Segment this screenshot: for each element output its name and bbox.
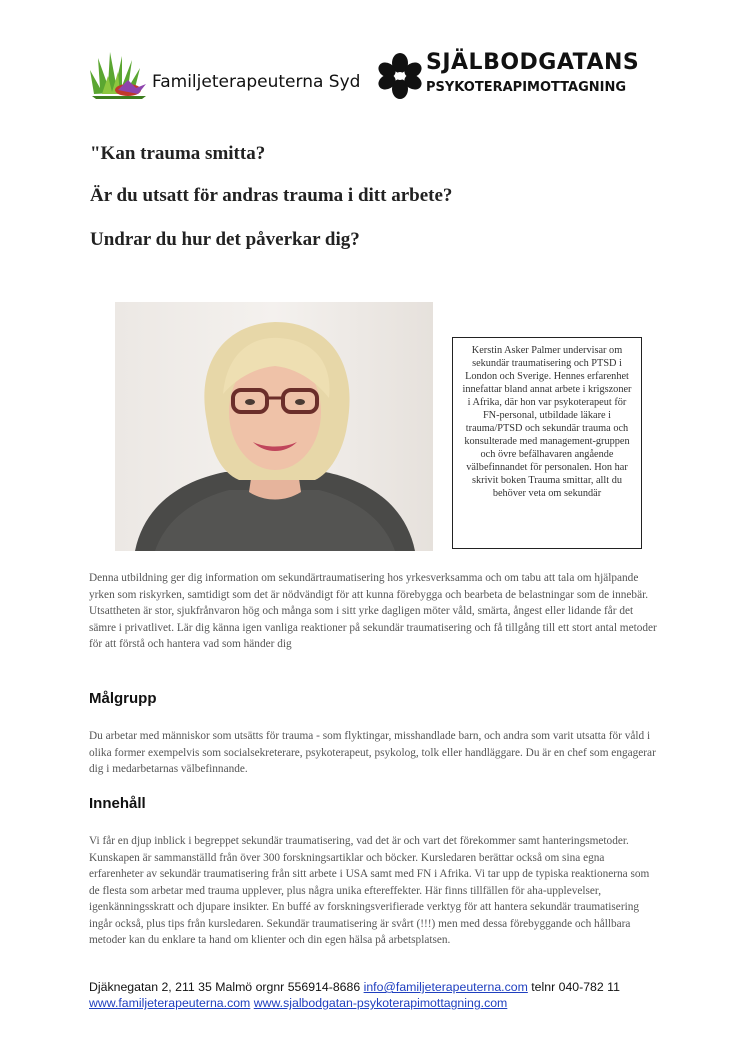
logo-title: SJÄLBODGATANS: [426, 50, 640, 75]
section-body-content: Vi får en djup inblick i begreppet sekundär traumatisering, vad det är och vart det förekommer samt hanteringsmetoder. Kunskapen är sammanställd från över 300 forskningsartiklar och böcker. Kursledaren berättar också om sina egna erfarenheter av sekundär traumatisering från sitt arbete i USA samt med FN i Afrika. Vi tar upp de typiska reaktionerna som de flesta som arbetar med trauma upplever, plus några unika eftereffekter. Här finns tillfällen för aha-upplevelser, igenkänningsskratt och djupare insikter. En buffé av forskningsverifierade verktyg för att hantera sekundär traumatisering ingår också, plus tips från kursledaren. Sekundär traumatisering är svårt (!!!) men med dessa förebyggande och hållbara metoder kan du enklare ta hand om klienter och din egen hälsa på arbetsplatsen.: [89, 835, 650, 946]
section-body-target: Du arbetar med människor som utsätts för trauma - som flyktingar, misshandlade barn, och andra som varit utsatta för våld i olika former exempelvis som socialsekreterare, psykoterapeut, psykolog, tolk eller handläggare. Du är en chef som engagerar dig i medarbetarnas välbefinnande.: [89, 730, 656, 775]
intro-paragraph: Denna utbildning ger dig information om sekundärtraumatisering hos yrkesverksamma och om tabu att tala om hjälpande yrken som riskyrken, samtidigt som det är nödvändigt för att kunna förebygga och bearbeta de belastningar som de innebär. Utsattheten är stor, sjukfrånvaron hög och många som i sitt yrke dagligen möter våld, smärta, ångest eller lidande får det sämre i privatlivet. Lär dig känna igen vanliga reaktioner på sekundär traumatisering och få tillgång till ett stort antal metoder för att förstå och hantera vad som händer dig: [89, 572, 657, 650]
footer-phone: telnr 040-782 11: [531, 980, 620, 994]
footer-line-2: [89, 996, 659, 1010]
footer-address: Djäknegatan 2, 211 35 Malmö orgnr 556914-8686: [89, 980, 361, 994]
heading-3: Undrar du hur det påverkar dig?: [90, 229, 360, 250]
flower-logo-icon: [378, 52, 422, 100]
familjeterapeuterna-logo: [88, 50, 368, 100]
footer-line-1: [89, 980, 659, 994]
sjalbodgatan-logo: [378, 50, 648, 100]
logo-subtitle: PSYKOTERAPIMOTTAGNING: [426, 80, 627, 95]
photo-caption: Kerstin Asker Palmer undervisar om sekundär traumatisering och PTSD i London och Sverige. Hennes erfarenhet innefattar bland annat arbete i krigszoner i Afrika, där hon var psykoterapeut för FN-personal, utbildade läkare i trauma/PTSD och sekundär trauma och konsulterade med management-gruppen och övre befälhavaren angående välbefinnandet för personalen. Hon har skrivit boken Trauma smittar, allt du behöver veta om sekundär: [452, 337, 642, 549]
footer-email-link[interactable]: info@familjeterapeuterna.com: [363, 980, 528, 994]
footer-web-link-1[interactable]: www.familjeterapeuterna.com: [89, 996, 251, 1010]
heading-1: "Kan trauma smitta?: [90, 143, 266, 164]
logo-name: Familjeterapeuterna Syd: [152, 72, 361, 92]
footer-web-link-2[interactable]: www.sjalbodgatan-psykoterapimottagning.com: [253, 996, 508, 1010]
grass-logo-icon: [88, 50, 150, 100]
section-title-target: Målgrupp: [89, 690, 157, 707]
section-title-content: Innehåll: [89, 795, 146, 812]
portrait-photo: [115, 302, 433, 551]
heading-2: Är du utsatt för andras trauma i ditt arbete?: [90, 185, 453, 206]
